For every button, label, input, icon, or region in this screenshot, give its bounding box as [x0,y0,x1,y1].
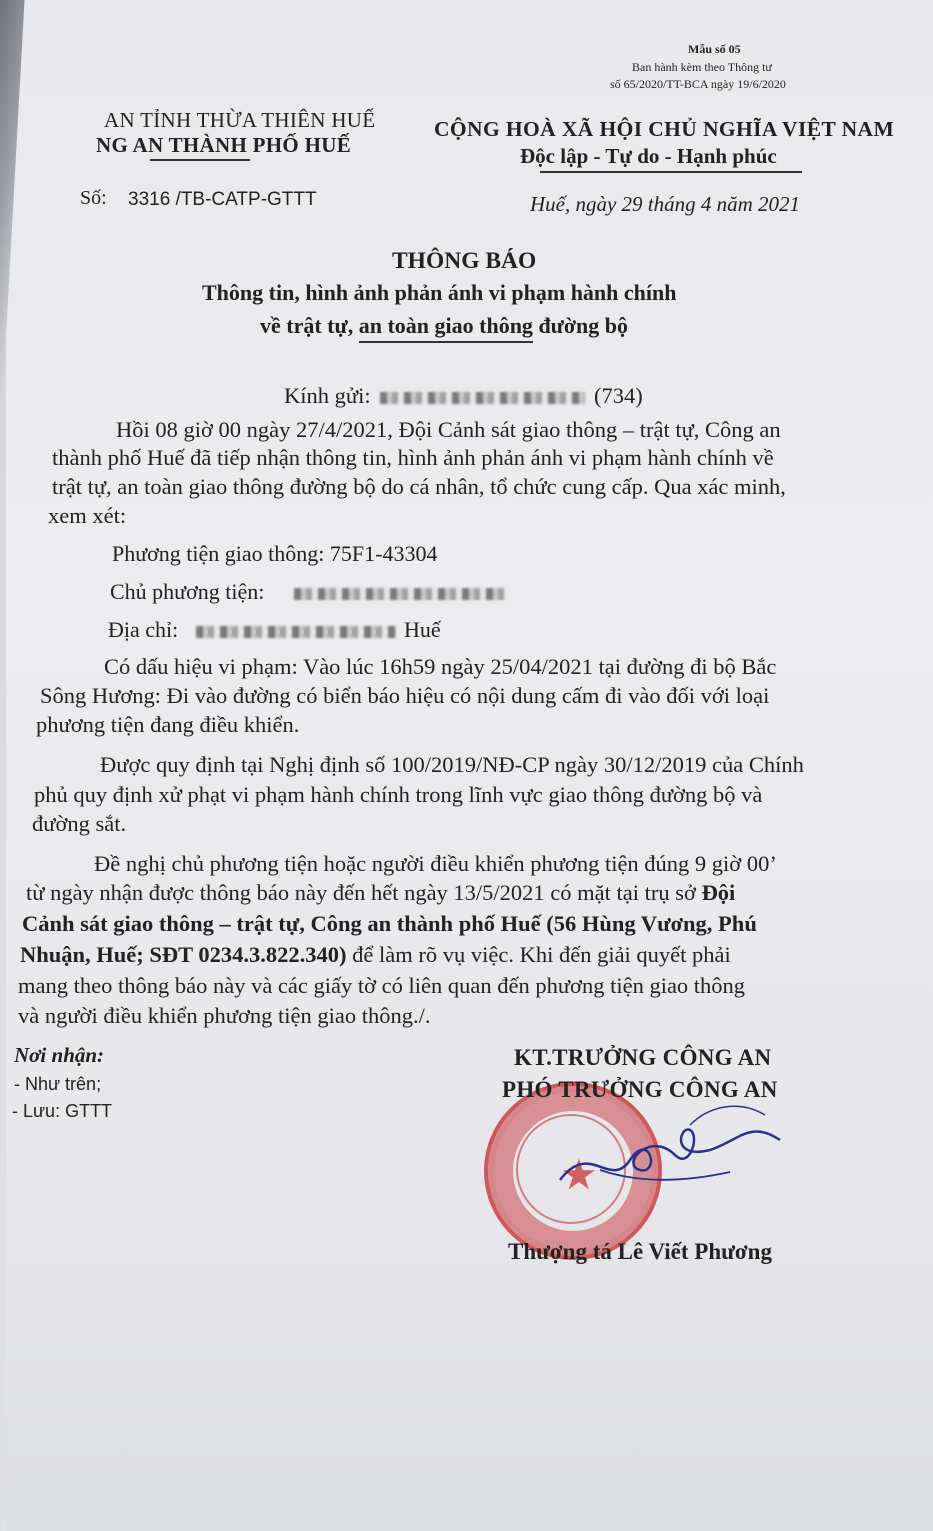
doc-title: THÔNG BÁO [392,248,537,274]
p4-line5: mang theo thông báo này và các giấy tờ có liên quan đến phương tiện giao thông [18,973,746,998]
p2-line1: Có dấu hiệu vi phạm: Vào lúc 16h59 ngày 25/04/2021 tại đường đi bộ Bắc [104,654,777,679]
doc-subtitle-1: Thông tin, hình ảnh phản ánh vi phạm hành chính [202,280,677,305]
nation-motto: Độc lập - Tự do - Hạnh phúc [520,144,777,168]
org-underline [150,159,250,161]
doc-date: Huế, ngày 29 tháng 4 năm 2021 [530,192,801,216]
form-issued-line1: Ban hành kèm theo Thông tư [632,60,772,74]
redacted-address [196,626,396,638]
signature-icon [540,1100,800,1230]
doc-number-label: Số: [80,187,107,209]
p4-line4: Nhuận, Huế; SĐT 0234.3.822.340) để làm rõ vụ việc. Khi đến giải quyết phải [20,942,731,967]
recipient-code: (734) [594,383,643,408]
address-city: Huế [404,617,441,642]
redacted-owner [294,588,508,600]
form-number: Mẫu số 05 [688,42,741,56]
vehicle-plate: Phương tiện giao thông: 75F1-43304 [112,541,438,566]
p3-line1: Được quy định tại Nghị định số 100/2019/NĐ-CP ngày 30/12/2019 của Chính [100,752,804,777]
redacted-recipient [380,392,585,404]
p1-line4: xem xét: [48,503,127,528]
p1-line2: thành phố Huế đã tiếp nhận thông tin, hình ảnh phản ánh vi phạm hành chính về [52,445,774,470]
doc-subtitle-2: về trật tự, an toàn giao thông đường bộ [260,313,628,339]
recipient-label: Kính gửi: [284,383,371,408]
doc-number: 3316 /TB-CATP-GTTT [128,189,317,210]
address-label: Địa chỉ: [108,617,179,642]
p2-line3: phương tiện đang điều khiển. [36,712,300,737]
seal-star-icon: ★ [560,1153,598,1199]
p4-line6: và người điều khiển phương tiện giao thông./. [18,1003,431,1028]
signatory-title-2: PHÓ TRƯỞNG CÔNG AN [502,1077,778,1102]
signatory-name: Thượng tá Lê Viết Phương [508,1239,772,1264]
p4-line2: từ ngày nhận được thông báo này đến hết ngày 13/5/2021 có mặt tại trụ sở Đội [26,880,736,905]
owner-label: Chủ phương tiện: [110,579,265,604]
p3-line2: phủ quy định xử phạt vi phạm hành chính trong lĩnh vực giao thông đường bộ và [34,782,763,807]
recipient-item-1: - Như trên; [14,1074,102,1094]
p1-line1: Hồi 08 giờ 00 ngày 27/4/2021, Đội Cảnh sát giao thông – trật tự, Công an [116,417,781,442]
recipients-heading: Nơi nhận: [14,1043,105,1067]
org-name: NG AN THÀNH PHỐ HUẾ [96,133,352,157]
form-issued-line2: số 65/2020/TT-BCA ngày 19/6/2020 [610,77,786,91]
nation-title: CỘNG HOÀ XÃ HỘI CHỦ NGHĨA VIỆT NAM [434,117,895,141]
motto-underline [540,171,802,173]
p4-line3: Cảnh sát giao thông – trật tự, Công an thành phố Huế (56 Hùng Vương, Phú [22,911,757,936]
p3-line3: đường sắt. [32,811,127,836]
signatory-title-1: KT.TRƯỞNG CÔNG AN [514,1045,772,1070]
recipient-item-2: - Lưu: GTTT [12,1101,113,1121]
p4-line1: Đề nghị chủ phương tiện hoặc người điều khiển phương tiện đúng 9 giờ 00’ [94,851,777,876]
p1-line3: trật tự, an toàn giao thông đường bộ do cá nhân, tổ chức cung cấp. Qua xác minh, [52,474,786,499]
org-parent: AN TỈNH THỪA THIÊN HUẾ [104,108,376,132]
p2-line2: Sông Hương: Đi vào đường có biển báo hiệu có nội dung cấm đi vào đối với loại [40,683,770,708]
